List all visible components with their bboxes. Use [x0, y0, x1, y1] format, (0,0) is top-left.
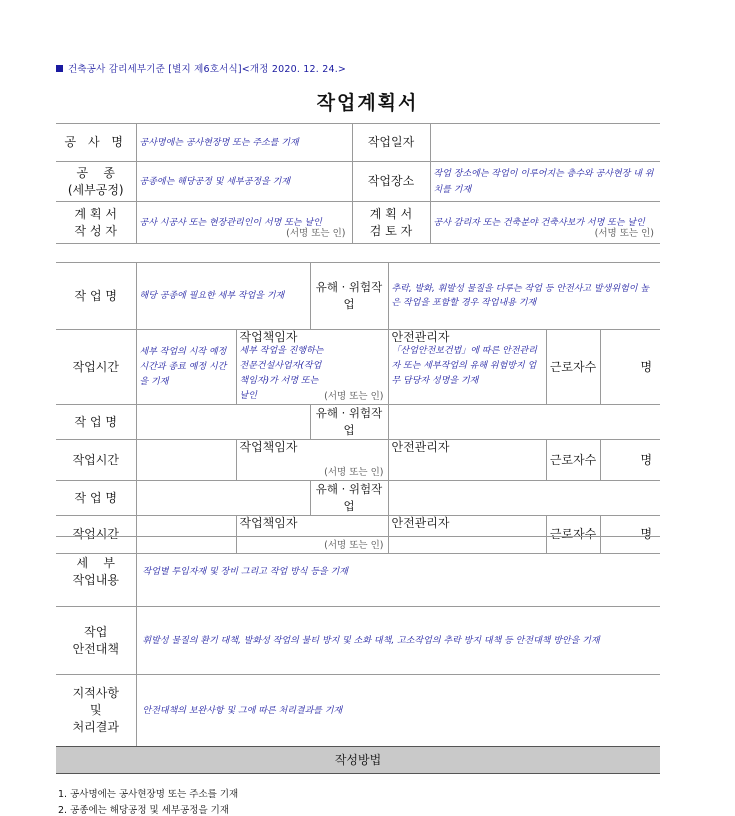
author-sign: (서명 또는 인) — [286, 228, 346, 239]
safety-measures-label — [56, 607, 136, 675]
page-title: 작업계획서 — [316, 92, 419, 114]
hazard-field-1[interactable]: 추락, 발화, 휘발성 물질을 다루는 작업 등 안전사고 발생위험이 높은 작업을 포함할 경우 작업내용 기재 — [388, 263, 660, 330]
safety-manager-label-1: 안전관리자 — [391, 330, 450, 344]
detail-label-line1: 세 부 — [76, 555, 115, 570]
safety-manager-guide-1: 「산업안전보건법」에 따른 안전관리자 또는 세부작업의 유해 위험방지 업무 담당자 성명을 기재 — [391, 346, 537, 386]
safety-measures-field[interactable]: 휘발성 물질의 환기 대책, 발화성 작업의 불티 방지 및 소화 대책, 고소작업의 추락 방지 대책 등 안전대책 방안을 기재 — [136, 607, 660, 675]
safety-measures-label-line2: 안전대책 — [72, 641, 119, 656]
safety-manager-label-2: 안전관리자 — [391, 440, 450, 454]
safety-measures-label-line1: 작업 — [84, 624, 108, 639]
work-time-label-3: 작업시간 — [56, 516, 136, 554]
trade-label-line2: (세부공정) — [67, 182, 124, 197]
trade-field[interactable]: 공종에는 해당공정 및 세부공정을 기재 — [136, 162, 352, 202]
reviewer-sign: (서명 또는 인) — [594, 228, 654, 239]
reviewer-field[interactable] — [430, 202, 660, 244]
supervisor-label-1: 작업책임자 — [239, 330, 298, 344]
supervisor-sign-3: (서명 또는 인) — [324, 540, 384, 551]
work-time-field-1[interactable]: 세부 작업의 시작 예정시간과 종료 예정 시간을 기재 — [136, 330, 236, 405]
workers-label-1: 근로자수 — [546, 330, 600, 405]
safety-manager-field-1[interactable] — [388, 330, 546, 405]
remarks-label-line3: 처리결과 — [72, 720, 119, 734]
remarks-field[interactable]: 안전대책의 보완사항 및 그에 따른 처리결과를 기재 — [136, 675, 660, 747]
supervisor-field-1[interactable] — [236, 330, 388, 405]
method-note-2: 2. 공종에는 해당공정 및 세부공정을 기재 — [58, 805, 229, 816]
work-plan-table — [56, 262, 660, 554]
work-date-field[interactable] — [430, 124, 660, 162]
supervisor-guide-1: 세부 작업을 진행하는 전문건설사업자(작업책임자)가 서명 또는 날인 — [239, 346, 324, 401]
hazard-field-2[interactable] — [388, 405, 660, 440]
hazard-label-1: 유해 · 위험작업 — [310, 263, 388, 330]
hazard-label-2: 유해 · 위험작업 — [310, 405, 388, 440]
work-name-field-1[interactable]: 해당 공종에 필요한 세부 작업을 기재 — [136, 263, 310, 330]
detail-field[interactable]: 작업별 투입자재 및 장비 그리고 작업 방식 등을 기재 — [136, 537, 660, 607]
work-name-field-3[interactable] — [136, 481, 310, 516]
remarks-label — [56, 675, 136, 747]
supervisor-sign-1: (서명 또는 인) — [324, 391, 384, 402]
remarks-label-line1: 지적사항 — [72, 686, 119, 700]
author-label-line2: 작 성 자 — [74, 223, 117, 238]
work-name-label-2: 작 업 명 — [56, 405, 136, 440]
project-name-label: 공 사 명 — [56, 124, 136, 162]
safety-manager-field-2[interactable] — [388, 440, 546, 481]
method-note-1: 1. 공사명에는 공사현장명 또는 주소를 기재 — [58, 789, 239, 800]
work-time-label: 작업시간 — [56, 330, 136, 405]
work-name-label-3: 작 업 명 — [56, 481, 136, 516]
form-caption — [56, 61, 346, 75]
reviewer-label-line2: 검 토 자 — [369, 223, 413, 238]
header-info-table — [56, 123, 660, 244]
details-table — [56, 536, 660, 747]
workers-unit-2[interactable]: 명 — [600, 440, 660, 481]
caption-text: 건축공사 감리세부기준 [별지 제6호서식]<개정 2020. 12. 24.> — [68, 64, 347, 75]
trade-label-line1: 공 종 — [76, 165, 115, 180]
workers-label-3: 근로자수 — [546, 516, 600, 554]
work-date-label: 작업일자 — [352, 124, 430, 162]
author-label — [56, 202, 136, 244]
work-time-field-2[interactable] — [136, 440, 236, 481]
location-label: 작업장소 — [352, 162, 430, 202]
supervisor-sign-2: (서명 또는 인) — [324, 467, 384, 478]
hazard-label-3: 유해 · 위험작업 — [310, 481, 388, 516]
reviewer-label — [352, 202, 430, 244]
writing-method-header: 작성방법 — [56, 746, 660, 774]
supervisor-field-2[interactable] — [236, 440, 388, 481]
location-field[interactable]: 작업 장소에는 작업이 이루어지는 층수와 공사현장 내 위치를 기재 — [430, 162, 660, 202]
square-bullet-icon — [56, 65, 63, 72]
project-name-field[interactable]: 공사명에는 공사현장명 또는 주소를 기재 — [136, 124, 352, 162]
detail-label-line2: 작업내용 — [72, 572, 119, 587]
trade-label — [56, 162, 136, 202]
hazard-field-3[interactable] — [388, 481, 660, 516]
detail-label — [56, 537, 136, 607]
safety-manager-label-3: 안전관리자 — [391, 516, 450, 530]
supervisor-label-3: 작업책임자 — [239, 516, 298, 530]
author-label-line1: 계 획 서 — [74, 206, 117, 221]
reviewer-guide: 공사 감리자 또는 건축분야 건축사보가 서명 또는 날인 — [433, 217, 645, 228]
workers-label-2: 근로자수 — [546, 440, 600, 481]
workers-unit-1[interactable]: 명 — [600, 330, 660, 405]
work-time-label-2: 작업시간 — [56, 440, 136, 481]
work-name-field-2[interactable] — [136, 405, 310, 440]
supervisor-label-2: 작업책임자 — [239, 440, 298, 454]
author-field[interactable] — [136, 202, 352, 244]
author-guide: 공사 시공사 또는 현장관리인이 서명 또는 날인 — [139, 217, 322, 228]
work-name-label: 작 업 명 — [56, 263, 136, 330]
workers-unit-3[interactable]: 명 — [600, 516, 660, 554]
reviewer-label-line1: 계 획 서 — [369, 206, 413, 221]
remarks-label-line2: 및 — [89, 703, 102, 717]
